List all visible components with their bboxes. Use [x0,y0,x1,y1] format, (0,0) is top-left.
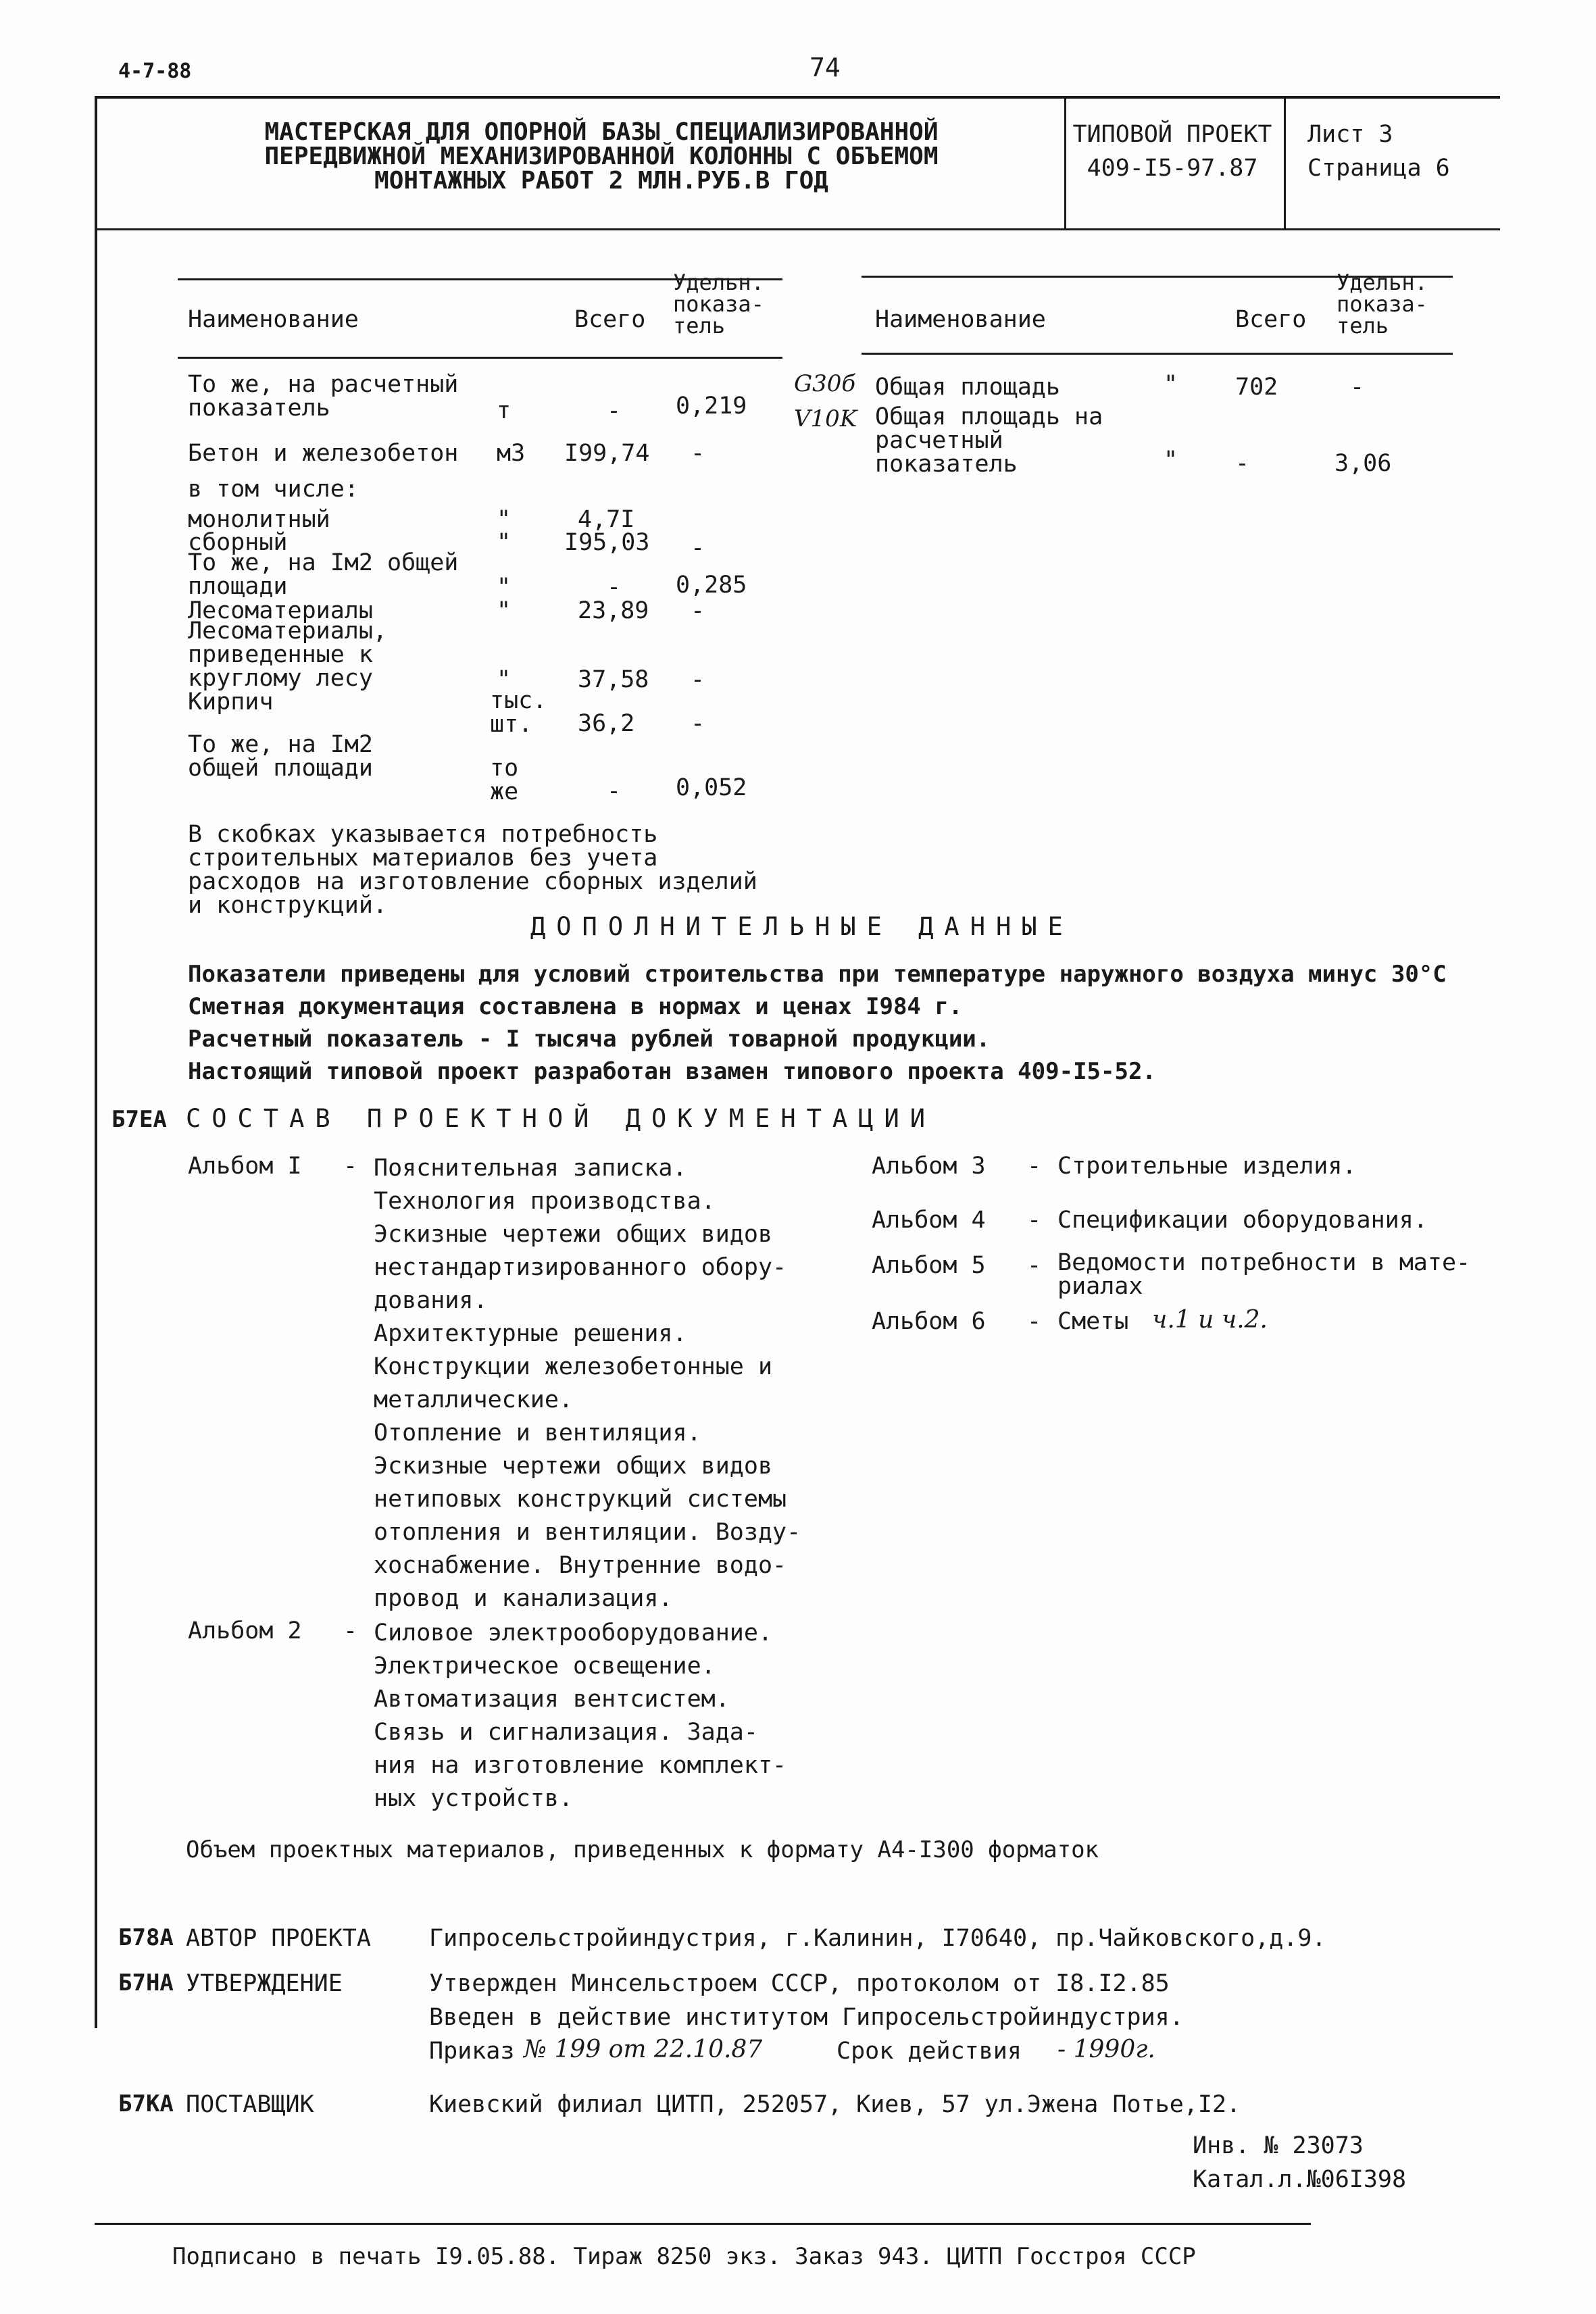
author-code: Б78А [118,1924,174,1951]
additional-heading: ДОПОЛНИТЕЛЬНЫЕ ДАННЫЕ [530,912,1074,941]
header-title: МАСТЕРСКАЯ ДЛЯ ОПОРНОЙ БАЗЫ СПЕЦИАЛИЗИРОВАННОЙ ПЕРЕДВИЖНОЙ МЕХАНИЗИРОВАННОЙ КОЛОННЫ С ОБЪЕМОМ МОНТАЖНЫХ РАБОТ 2 МЛН.РУБ.В ГОД [264,118,939,195]
left-header-name: Наименование [188,306,359,333]
right-header-specific: Удельн. показа- тель [1337,270,1428,338]
volume-text: Объем проектных материалов, приведенных к формату А4-I300 форматок [186,1836,1099,1863]
approval-label: УТВЕРЖДЕНИЕ [186,1970,343,1997]
approval-line1: Утвержден Минсельстроем СССР, протоколом от I8.I2.85 [429,1970,1170,1997]
approval-line2: Введен в действие институтом Гипросельстройиндустрия. [429,2004,1184,2031]
album1-dash: - [343,1153,358,1180]
supplier-label: ПОСТАВЩИК [186,2091,314,2118]
supplier-text: Киевский филиал ЦИТП, 252057, Киев, 57 ул.Эжена Потье,I2. [429,2091,1241,2118]
page-label: Страница 6 [1307,155,1450,182]
album2-label: Альбом 2 [188,1617,302,1644]
composition-code: Б7ЕА [111,1106,167,1133]
album1-label: Альбом I [188,1153,302,1180]
margin-code-g: G30б [794,370,856,397]
album2-dash: - [343,1617,358,1644]
sheet-number: Лист 3 [1307,121,1393,148]
author-text: Гипросельстройиндустрия, г.Калинин, I70640, пр.Чайковского,д.9. [429,1925,1326,1952]
margin-code-v: V10K [794,405,857,432]
author-label: АВТОР ПРОЕКТА [186,1925,371,1952]
album2-items: Силовое электрооборудование. Электрическое освещение. Автоматизация вентсистем. Связь и сигнализация. Зада- ния на изготовление комплект- ных устройств. [374,1619,787,1812]
approval-term-handwritten: - 1990г. [1057,2036,1155,2063]
inventory-number: Инв. № 23073 [1193,2132,1364,2159]
catalog-number: Катал.л.№06I398 [1193,2166,1407,2193]
approval-term-label: Срок действия [837,2038,1022,2065]
document-code: 4-7-88 [118,59,192,83]
footer-rule [95,2223,1311,2225]
project-label: ТИПОВОЙ ПРОЕКТ [1072,121,1272,148]
footer-imprint: Подписано в печать I9.05.88. Тираж 8250 экз. Заказ 943. ЦИТП Госстроя СССР [172,2243,1196,2270]
left-header-total: Всего [574,306,646,333]
approval-code: Б7НА [118,1969,174,1996]
table-note: В скобках указывается потребность строительных материалов без учета расходов на изготовление сборных изделий и конструкций. [188,821,757,919]
album1-items: Пояснительная записка. Технология производства. Эскизные чертежи общих видов нестандартизированного обору- дования. Архитектурные решения. Конструкции железобетонные и металлические. Отопление и вентиляция. Эскизные чертежи общих видов нетиповых конструкций системы отопления и вентиляции. Возду- хоснабжение. Внутренние водо- провод и канализация. [374,1155,801,1612]
page-number: 74 [809,53,841,82]
left-header-specific: Удельн. показа- тель [673,270,764,338]
project-number: 409-I5-97.87 [1087,155,1258,182]
right-header-total: Всего [1235,306,1307,333]
approval-order-handwritten: № 199 от 22.10.87 [524,2036,763,2063]
supplier-code: Б7КА [118,2090,174,2117]
right-header-name: Наименование [875,306,1046,333]
approval-order-label: Приказ [429,2038,515,2065]
composition-heading: СОСТАВ ПРОЕКТНОЙ ДОКУМЕНТАЦИИ [186,1104,937,1133]
